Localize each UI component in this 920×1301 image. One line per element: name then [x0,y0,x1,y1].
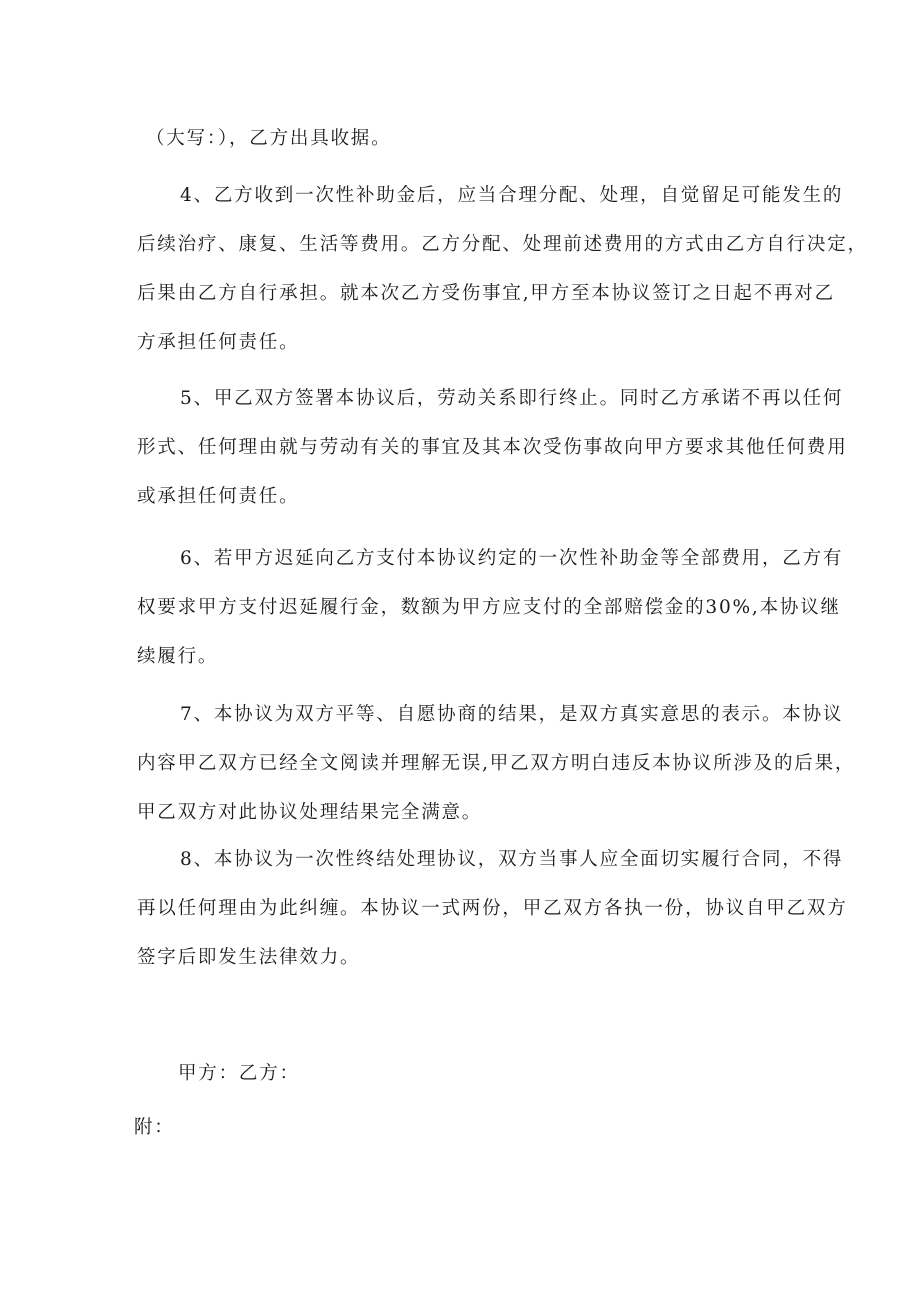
clause-4-line-4: 方承担任何责任。 [137,332,300,353]
clause-7-line-3: 甲乙双方对此协议处理结果完全满意。 [137,802,483,823]
clause-8-line-3: 签字后即发生法律效力。 [137,947,361,968]
clause-6-line-1: 6、若甲方迟延向乙方支付本协议约定的一次性补助金等全部费用，乙方有 [180,548,844,569]
clause-4-line-1: 4、乙方收到一次性补助金后，应当合理分配、处理，自觉留足可能发生的 [180,185,844,206]
clause-8-line-1: 8、本协议为一次性终结处理协议，双方当事人应全面切实履行合同，不得 [180,849,844,870]
clause-6-line-2: 权要求甲方支付迟延履行金，数额为甲方应支付的全部赔偿金的30%,本协议继 [137,597,841,618]
clause-7-line-1: 7、本协议为双方平等、自愿协商的结果，是双方真实意思的表示。本协议 [180,704,844,725]
clause-7-line-2: 内容甲乙双方已经全文阅读并理解无误,甲乙双方明白违反本协议所涉及的后果， [137,753,856,774]
signature-line: 甲方：乙方： [178,1063,300,1084]
attachment-label: 附： [134,1117,175,1138]
clause-6-line-3: 续履行。 [137,646,219,667]
clause-5-line-2: 形式、任何理由就与劳动有关的事宜及其本次受伤事故向甲方要求其他任何费用 [137,437,848,458]
clause-4-line-2: 后续治疗、康复、生活等费用。乙方分配、处理前述费用的方式由乙方自行决定， [137,234,868,255]
clause-5-line-3: 或承担任何责任。 [137,486,300,507]
clause-5-line-1: 5、甲乙双方签署本协议后，劳动关系即行终止。同时乙方承诺不再以任何 [180,388,844,409]
clause-4-line-3: 后果由乙方自行承担。就本次乙方受伤事宜,甲方至本协议签订之日起不再对乙 [137,283,835,304]
clause-8-line-2: 再以任何理由为此纠缠。本协议一式两份，甲乙双方各执一份，协议自甲乙双方 [137,898,848,919]
continuation-line: （大写：），乙方出具收据。 [146,128,392,149]
